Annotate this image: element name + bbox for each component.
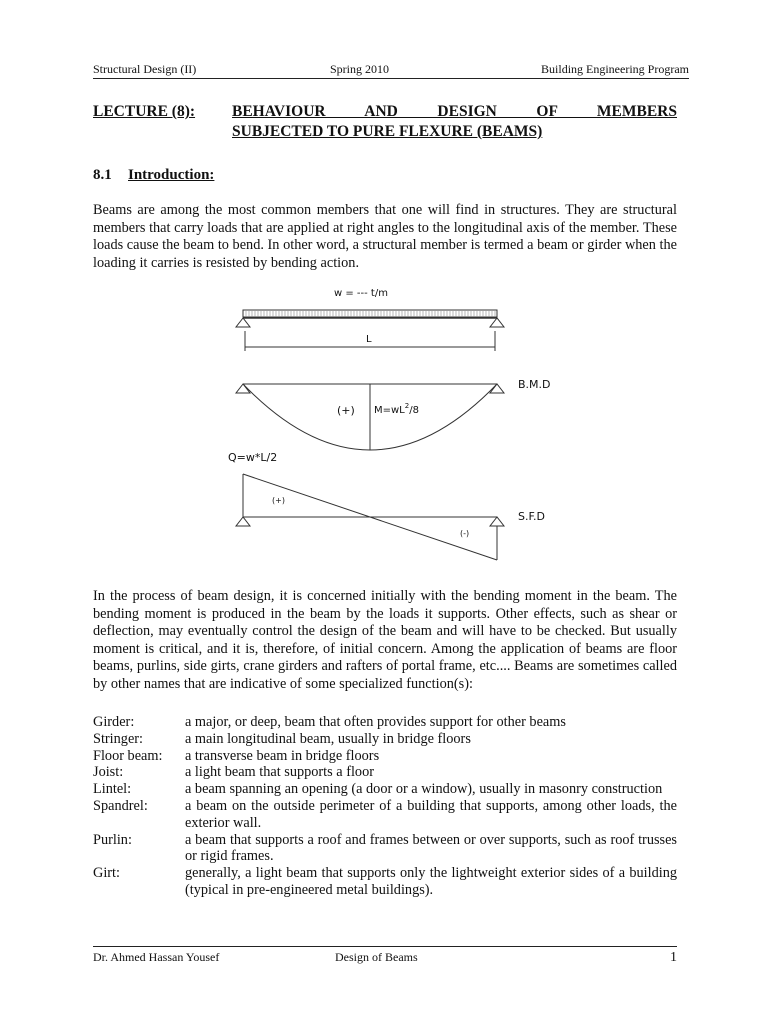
intro-paragraph: Beams are among the most common members that one will find in structures. They are structural members that carry loads that are applied at right angles to the longitudinal axis of the member. These loads cause the beam to bend. In other word, a structural member is termed a beam or girder when the loading it carries is resisted by bending action. — [93, 202, 677, 271]
shear-force-diagram — [236, 474, 504, 560]
bmd-sign: (+) — [337, 404, 355, 417]
page-number: 1 — [670, 950, 677, 965]
page-footer — [93, 946, 677, 969]
definition-description: a beam spanning an opening (a door or a window), usually in masonry construction — [185, 781, 663, 798]
definition-item — [93, 832, 677, 866]
definition-item — [93, 764, 677, 781]
definition-description: a transverse beam in bridge floors — [185, 747, 380, 764]
footer-author: Dr. Ahmed Hassan Yousef — [93, 950, 220, 964]
bending-moment-diagram — [236, 384, 504, 450]
definition-term: Lintel: — [93, 781, 132, 798]
section-number: 8.1 — [93, 167, 112, 183]
definition-item — [93, 731, 677, 748]
definition-description: a main longitudinal beam, usually in bridge floors — [185, 730, 471, 747]
sfd-right-support-icon — [490, 517, 504, 526]
definition-term: Joist: — [93, 764, 124, 781]
design-paragraph: In the process of beam design, it is concerned initially with the bending moment in the beam. The bending moment is produced in the beam by the loads it supports. Other effects, such as shear or deflection, may eventually control the design of the beam and will have to be checked. But usually moment is critical, and it is, therefore, of initial concern. Among the application of beams are floor beams, purlins, side girts, crane girders and rafters of portal frame, etc.... Beams are sometimes called by other names that are indicative of some specialized function(s): — [93, 588, 677, 692]
definition-item — [93, 748, 677, 765]
left-support-icon — [236, 318, 250, 327]
sfd-left-support-icon — [236, 517, 250, 526]
definition-item — [93, 865, 677, 899]
definition-item — [93, 798, 677, 832]
header-program: Building Engineering Program — [541, 62, 689, 76]
load-label: w = --- t/m — [334, 288, 388, 299]
section-title: Introduction: — [128, 167, 215, 183]
lecture-label: LECTURE (8): — [93, 103, 196, 120]
definition-description: generally, a light beam that supports only the lightweight exterior sides of a building (typical in pre-engineered metal buildings). — [185, 865, 677, 898]
header-term: Spring 2010 — [330, 62, 390, 76]
definition-description: a light beam that supports a floor — [185, 764, 374, 781]
span-label: L — [366, 334, 372, 345]
definition-description: a major, or deep, beam that often provides support for other beams — [185, 714, 566, 730]
definition-description: a beam on the outside perimeter of a building that supports, among other loads, the exterior wall. — [185, 797, 677, 831]
beam-definitions-list — [93, 714, 677, 899]
definition-description: a beam that supports a roof and frames between or over supports, such as roof trusses or rigid frames. — [185, 831, 677, 865]
moment-label: $M=wL^2/8$ — [374, 402, 419, 416]
lecture-title-line1: BEHAVIOUR AND DESIGN OF MEMBERS — [232, 103, 677, 120]
sfd-negative-sign: (-) — [460, 529, 470, 538]
definition-term: Spandrel: — [93, 797, 148, 814]
footer-topic: Design of Beams — [335, 950, 418, 964]
definition-term: Floor beam: — [93, 747, 163, 764]
bmd-label: B.M.D — [518, 378, 551, 391]
right-support-icon — [490, 318, 504, 327]
shear-label: Q=w*L/2 — [228, 451, 278, 464]
sfd-positive-sign: (+) — [272, 496, 285, 505]
definition-term: Stringer: — [93, 730, 144, 747]
definition-item — [93, 714, 677, 731]
definition-term: Purlin: — [93, 831, 132, 848]
definition-item — [93, 781, 677, 798]
lecture-title-line2: SUBJECTED TO PURE FLEXURE (BEAMS) — [232, 123, 543, 140]
definition-term: Girder: — [93, 714, 135, 730]
sfd-label: S.F.D — [518, 510, 546, 523]
definition-term: Girt: — [93, 865, 121, 882]
header-course: Structural Design (II) — [93, 62, 197, 76]
